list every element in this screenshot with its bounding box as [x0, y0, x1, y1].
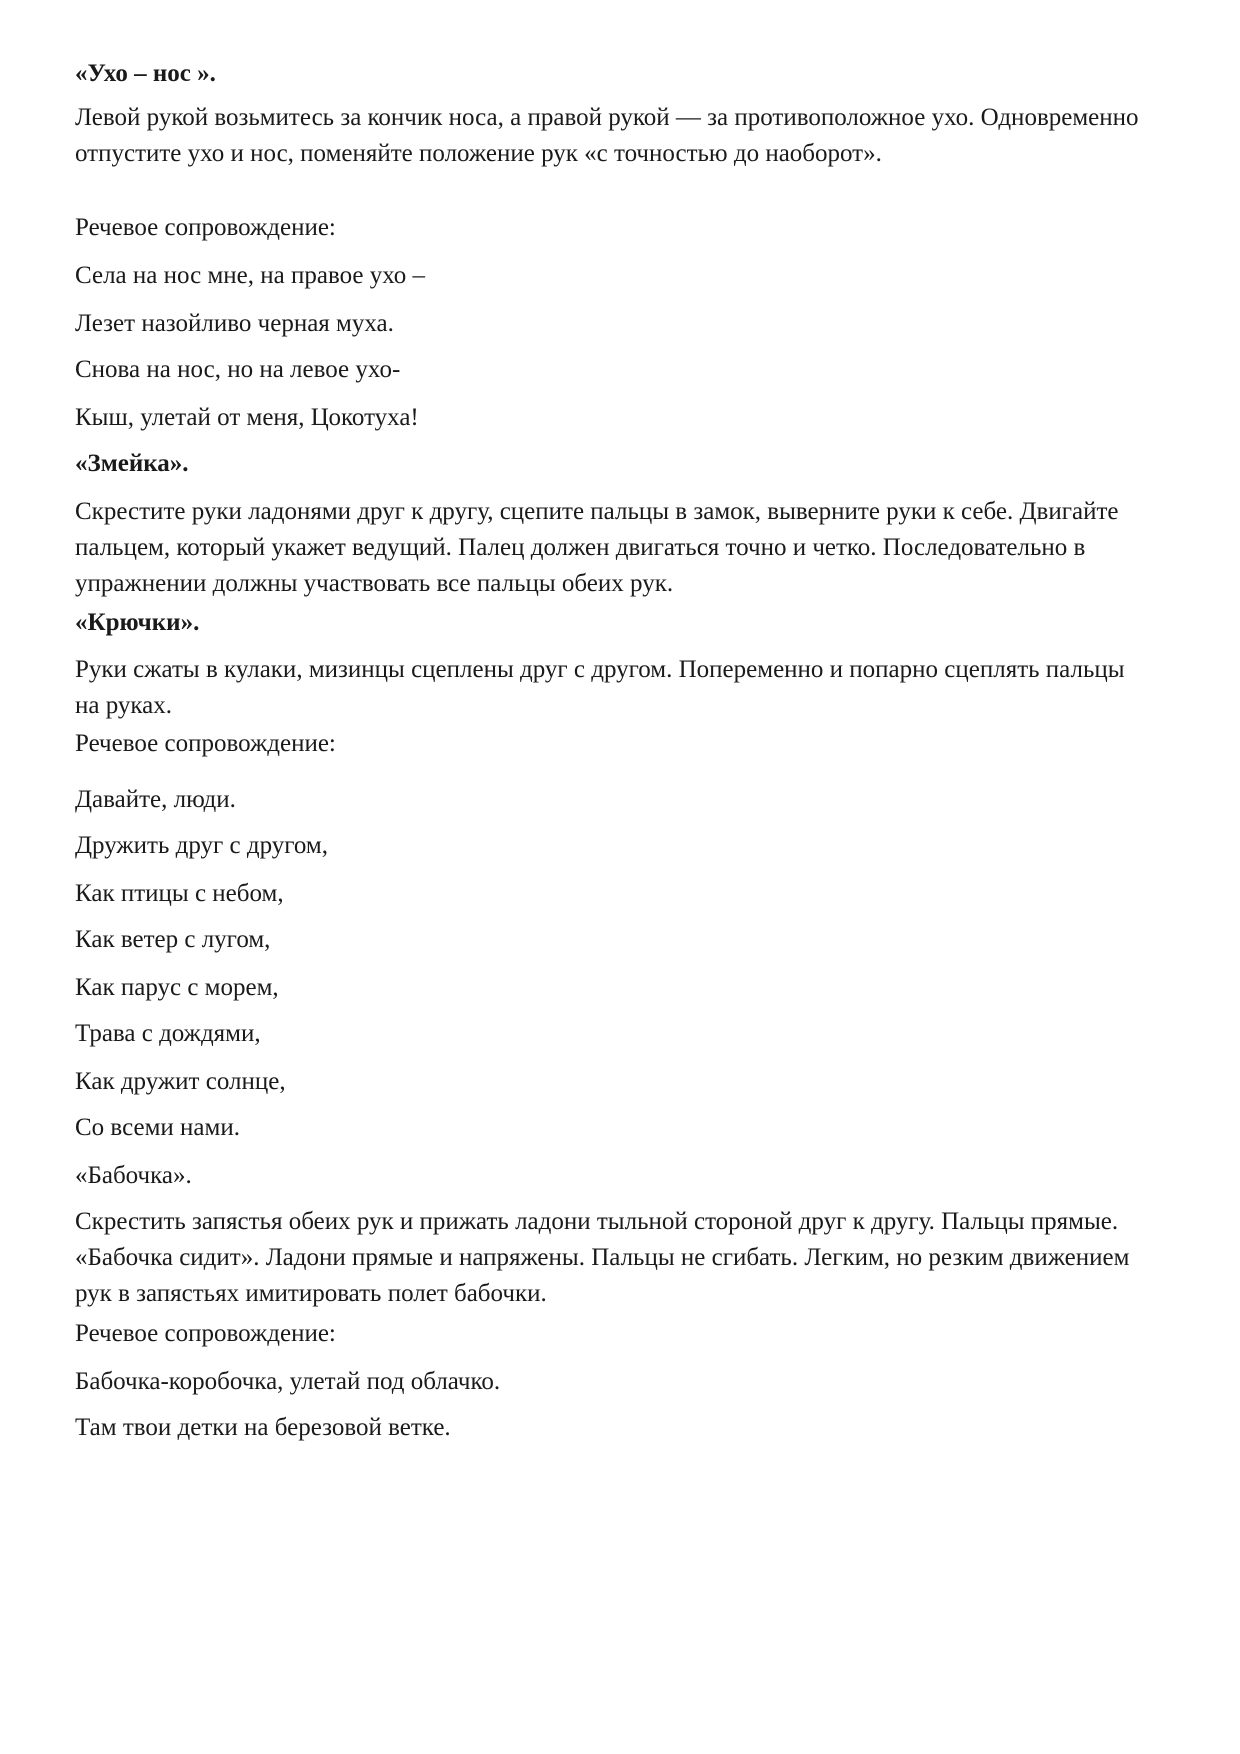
verse-line: Бабочка-коробочка, улетай под облачко. — [75, 1368, 501, 1395]
verse-line: Села на нос мне, на правое ухо – — [75, 262, 426, 289]
speech-label: Речевое сопровождение: — [75, 214, 336, 241]
verse-line: Как птицы с небом, — [75, 880, 284, 907]
verse-line: Давайте, люди. — [75, 786, 236, 813]
verse-line: Трава с дождями, — [75, 1020, 261, 1047]
section-title-snake: «Змейка». — [75, 450, 189, 477]
verse-line: Лезет назойливо черная муха. — [75, 310, 394, 337]
speech-label: Речевое сопровождение: — [75, 1320, 336, 1347]
verse-line: Кыш, улетай от меня, Цокотуха! — [75, 404, 419, 431]
section-description-snake: Скрестите руки ладонями друг к другу, сцепите пальцы в замок, выверните руки к себе. Двигайте пальцем, который укажет ведущий. Палец должен двигаться точно и четко. Последовательно в упражнении должны участвовать все пальцы обеих рук. — [75, 498, 1119, 597]
section-title-ear-nose: «Ухо – нос ». — [75, 60, 216, 87]
verse-line: Снова на нос, но на левое ухо- — [75, 356, 401, 383]
section-description-butterfly: Скрестить запястья обеих рук и прижать ладони тыльной стороной друг к другу. Пальцы прямые. «Бабочка сидит». Ладони прямые и напряжены. Пальцы не сгибать. Легким, но резким движением рук в запястьях имитировать полет бабочки. — [75, 1208, 1130, 1307]
verse-line: Как дружит солнце, — [75, 1068, 286, 1095]
verse-line: Дружить друг с другом, — [75, 832, 328, 859]
verse-line: Как ветер с лугом, — [75, 926, 271, 953]
section-description-ear-nose: Левой рукой возьмитесь за кончик носа, а правой рукой — за противоположное ухо. Одновременно отпустите ухо и нос, поменяйте положение рук «с точностью до наоборот». — [75, 104, 1139, 167]
section-title-butterfly: «Бабочка». — [75, 1162, 192, 1189]
speech-label: Речевое сопровождение: — [75, 730, 336, 757]
section-description-hooks: Руки сжаты в кулаки, мизинцы сцеплены друг с другом. Попеременно и попарно сцеплять пальцы на руках. — [75, 656, 1125, 719]
verse-line: Со всеми нами. — [75, 1114, 240, 1141]
section-title-hooks: «Крючки». — [75, 609, 200, 636]
verse-line: Как парус с морем, — [75, 974, 279, 1001]
verse-line: Там твои детки на березовой ветке. — [75, 1414, 451, 1441]
